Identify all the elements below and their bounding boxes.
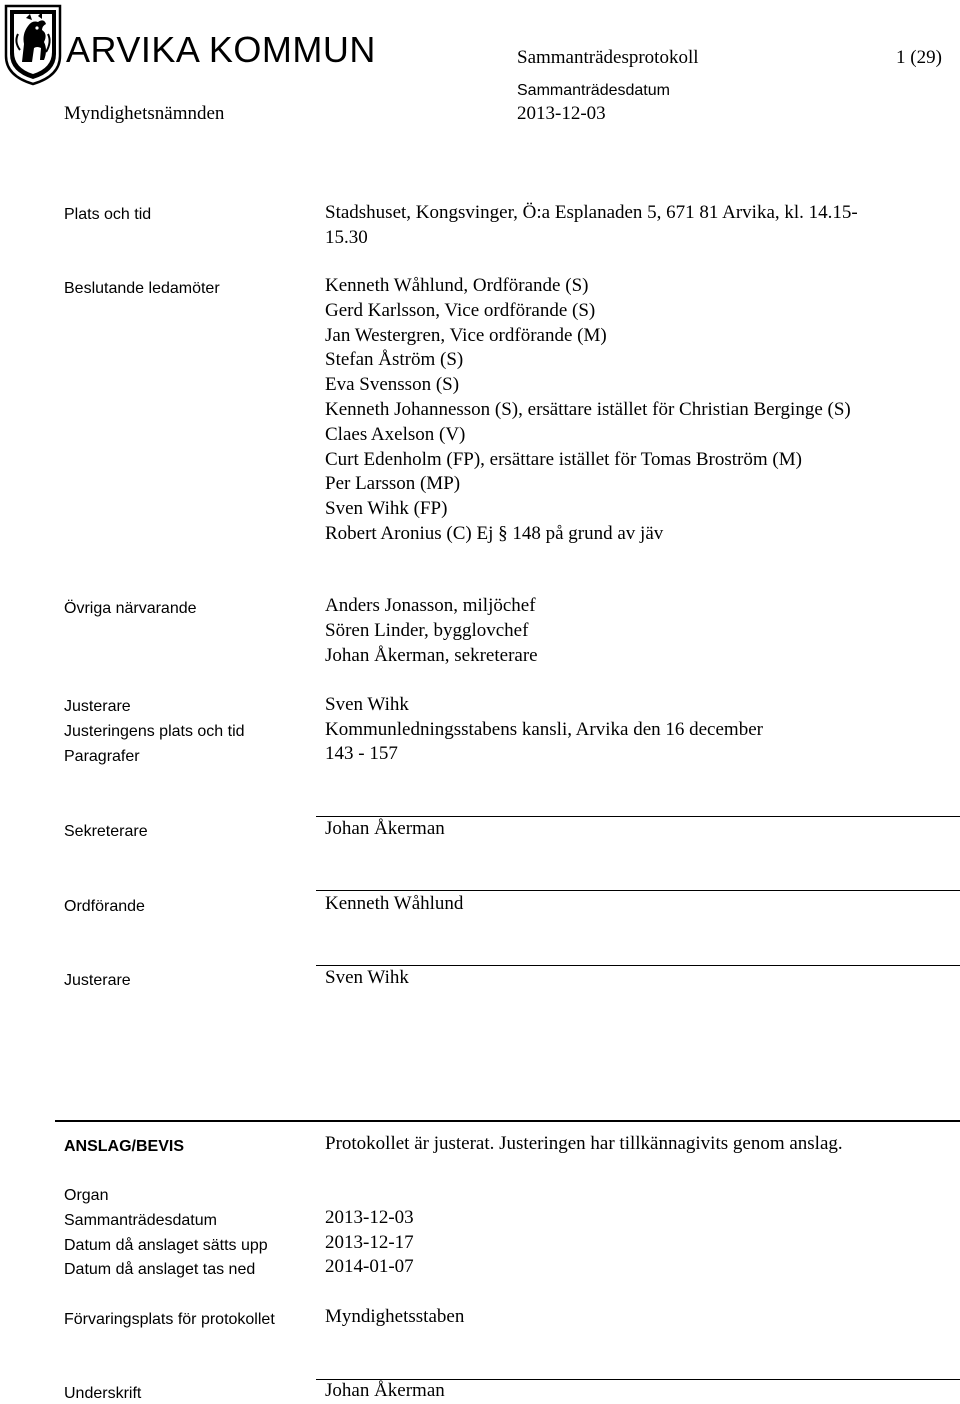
signature-name: Sven Wihk [325, 967, 409, 988]
place-label: Plats och tid [64, 206, 152, 223]
signature-role-label: Justerare [64, 972, 131, 989]
posted-date: 2013-12-17 [325, 1232, 414, 1253]
removed-date: 2014-01-07 [325, 1256, 414, 1277]
underskrift-label: Underskrift [64, 1385, 142, 1402]
members-label: Beslutande ledamöter [64, 280, 220, 297]
storage-label: Förvaringsplats för protokollet [64, 1311, 275, 1328]
attendee-entry: Sören Linder, bygglovchef [325, 619, 529, 641]
member-entry: Kenneth Wåhlund, Ordförande (S) [325, 275, 589, 296]
signature-line [316, 965, 960, 966]
notice-meeting-date-label: Sammanträdesdatum [64, 1212, 217, 1229]
signature-line [316, 890, 960, 891]
member-entry: Eva Svensson (S) [325, 374, 460, 396]
storage-value: Myndighetsstaben [325, 1306, 465, 1327]
place-line: Stadshuset, Kongsvinger, Ö:a Esplanaden 5, 671 81 Arvika, kl. 14.15- [325, 202, 858, 223]
adjuster-label: Justerare [64, 698, 131, 715]
others-label: Övriga närvarande [64, 600, 197, 617]
document-type: Sammanträdesprotokoll [517, 47, 699, 68]
organ-label: Organ [64, 1187, 109, 1204]
signature-role-label: Ordförande [64, 898, 145, 915]
member-entry: Jan Westergren, Vice ordförande (M) [325, 324, 607, 346]
signature-name: Kenneth Wåhlund [325, 893, 464, 914]
member-entry: Gerd Karlsson, Vice ordförande (S) [325, 299, 596, 321]
member-entry: Robert Aronius (C) Ej § 148 på grund av jäv [325, 522, 664, 544]
page-number: 1 (29) [896, 47, 942, 68]
committee-name: Myndighetsnämnden [64, 103, 225, 124]
member-entry: Sven Wihk (FP) [325, 498, 448, 520]
posted-date-label: Datum då anslaget sätts upp [64, 1237, 268, 1254]
signature-role-label: Sekreterare [64, 823, 148, 840]
members-list [325, 274, 851, 547]
removed-date-label: Datum då anslaget tas ned [64, 1261, 256, 1278]
others-list [325, 594, 538, 668]
municipality-wordmark: ARVIKA KOMMUN [66, 29, 376, 70]
notice-statement: Protokollet är justerat. Justeringen har tillkännagivits genom anslag. [325, 1133, 843, 1154]
attendee-entry: Johan Åkerman, sekreterare [325, 644, 538, 666]
notice-meeting-date: 2013-12-03 [325, 1207, 414, 1228]
attendee-entry: Anders Jonasson, miljöchef [325, 595, 536, 616]
place-line: 15.30 [325, 226, 368, 248]
adjust-place-value: Kommunledningsstabens kansli, Arvika den 16 december [325, 719, 763, 740]
member-entry: Kenneth Johannesson (S), ersättare istället för Christian Berginge (S) [325, 398, 851, 420]
signature-name: Johan Åkerman [325, 818, 445, 839]
section-divider [55, 1120, 960, 1122]
municipal-coat-of-arms-logo [4, 4, 62, 86]
meeting-date-label: Sammanträdesdatum [517, 82, 670, 99]
adjuster-value: Sven Wihk [325, 694, 409, 715]
notice-title: ANSLAG/BEVIS [64, 1138, 185, 1155]
member-entry: Claes Axelson (V) [325, 423, 466, 445]
paragraphs-value: 143 - 157 [325, 743, 398, 764]
adjust-place-label: Justeringens plats och tid [64, 723, 245, 740]
paragraphs-label: Paragrafer [64, 748, 140, 765]
member-entry: Curt Edenholm (FP), ersättare istället för Tomas Broström (M) [325, 448, 802, 470]
meeting-date: 2013-12-03 [517, 103, 606, 124]
place-value [325, 201, 858, 251]
member-entry: Per Larsson (MP) [325, 473, 461, 495]
underskrift-name: Johan Åkerman [325, 1380, 445, 1401]
member-entry: Stefan Åström (S) [325, 349, 464, 371]
